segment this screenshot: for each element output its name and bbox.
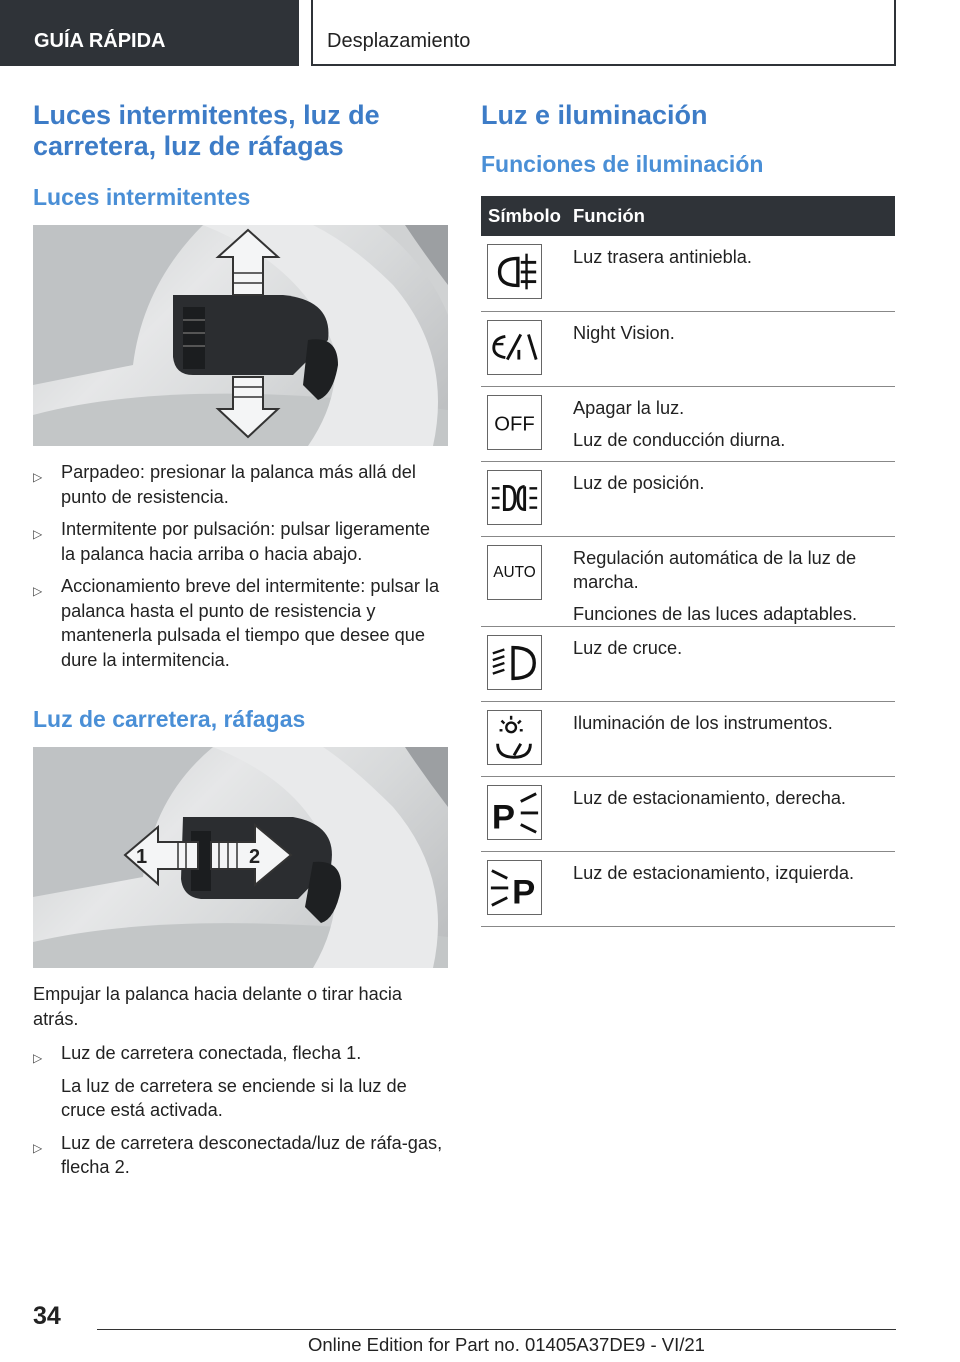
list-item: ▷ Accionamiento breve del intermitente: pulsar la palanca hasta el punto de resistencia y mantenerla pulsada el tiempo que desee que dure la intermitencia. <box>33 576 440 670</box>
low-beam-icon <box>487 635 542 690</box>
footer-edition: Online Edition for Part no. 01405A37DE9 - VI/21 <box>308 1334 705 1355</box>
header-chapter-tab <box>311 0 896 66</box>
section-title-turn-signals: Luces intermitentes, luz de carretera, luz de ráfagas <box>33 100 380 161</box>
lighting-symbols-table <box>481 196 895 927</box>
turn-signal-lever-figure <box>33 225 448 446</box>
table-row: Night Vision. <box>481 311 895 386</box>
high-beam-lever-illustration <box>33 747 448 968</box>
page-number: 34 <box>33 1302 61 1330</box>
subheading-high-beam: Luz de carretera, ráfagas <box>33 706 306 732</box>
auto-icon <box>487 545 542 600</box>
svg-text:OFF: OFF <box>494 413 535 436</box>
turn-signal-list <box>33 460 448 672</box>
table-row: Luz trasera antiniebla. <box>481 236 895 311</box>
parking-lights-icon <box>487 470 542 525</box>
table-row: Iluminación de los instrumentos. <box>481 701 895 776</box>
turn-signal-lever-illustration <box>33 225 448 446</box>
list-item-note: La luz de carretera se enciende si la luz de cruce está activada. <box>61 1075 407 1120</box>
table-row: Luz de cruce. <box>481 626 895 701</box>
arrow-label-2: 2 <box>249 846 261 868</box>
table-row: P Luz de estacionamiento, izquierda. <box>481 851 895 926</box>
high-beam-lever-figure <box>33 747 448 968</box>
table-row: OFF Apagar la luz. Luz de conducción diurna. <box>481 386 895 461</box>
off-icon <box>487 395 542 450</box>
footer-divider <box>97 1329 896 1330</box>
column-header-symbol: Símbolo <box>481 196 573 236</box>
parking-light-left-icon <box>487 860 542 915</box>
triangle-bullet-icon: ▷ <box>33 1051 43 1065</box>
arrow-label-1: 1 <box>136 846 148 868</box>
high-beam-paragraph: Empujar la palanca hacia delante o tirar hacia atrás. <box>33 984 403 1029</box>
column-header-function: Función <box>573 196 895 236</box>
triangle-bullet-icon: ▷ <box>33 527 43 541</box>
table-row: P Luz de estacionamiento, derecha. <box>481 776 895 851</box>
rear-fog-light-icon <box>487 244 542 299</box>
high-beam-list <box>33 1041 448 1180</box>
header-section-label: GUÍA RÁPIDA <box>34 30 166 52</box>
subheading-turn-signals: Luces intermitentes <box>33 184 251 210</box>
instrument-lighting-icon <box>487 710 542 765</box>
header-section-tab <box>0 0 299 66</box>
table-row: Luz de posición. <box>481 461 895 536</box>
triangle-bullet-icon: ▷ <box>33 470 43 484</box>
list-item: ▷ Intermitente por pulsación: pulsar ligeramente la palanca hacia arriba o hacia abajo. <box>33 519 430 564</box>
list-item: ▷ Parpadeo: presionar la palanca más allá del punto de resistencia. <box>33 462 416 507</box>
night-vision-icon <box>487 320 542 375</box>
list-item: ▷ Luz de carretera conectada, flecha 1. La luz de carretera se enciende si la luz de cruce está activada. <box>33 1041 448 1123</box>
left-column <box>33 100 448 1188</box>
right-column <box>481 100 895 927</box>
parking-light-right-icon <box>487 785 542 840</box>
table-row: AUTO Regulación automática de la luz de marcha. Funciones de las luces adaptables. <box>481 536 895 626</box>
table-header-row <box>481 196 895 236</box>
subheading-lighting-functions: Funciones de iluminación <box>481 151 764 177</box>
triangle-bullet-icon: ▷ <box>33 584 43 598</box>
list-item: ▷ Luz de carretera desconectada/luz de ráfa‐gas, flecha 2. <box>33 1132 443 1177</box>
svg-text:P: P <box>491 797 515 836</box>
svg-text:AUTO: AUTO <box>493 563 536 581</box>
header-chapter-label: Desplazamiento <box>327 30 471 52</box>
section-title-lighting: Luz e iluminación <box>481 100 708 130</box>
svg-text:P: P <box>512 872 536 911</box>
triangle-bullet-icon: ▷ <box>33 1140 43 1155</box>
